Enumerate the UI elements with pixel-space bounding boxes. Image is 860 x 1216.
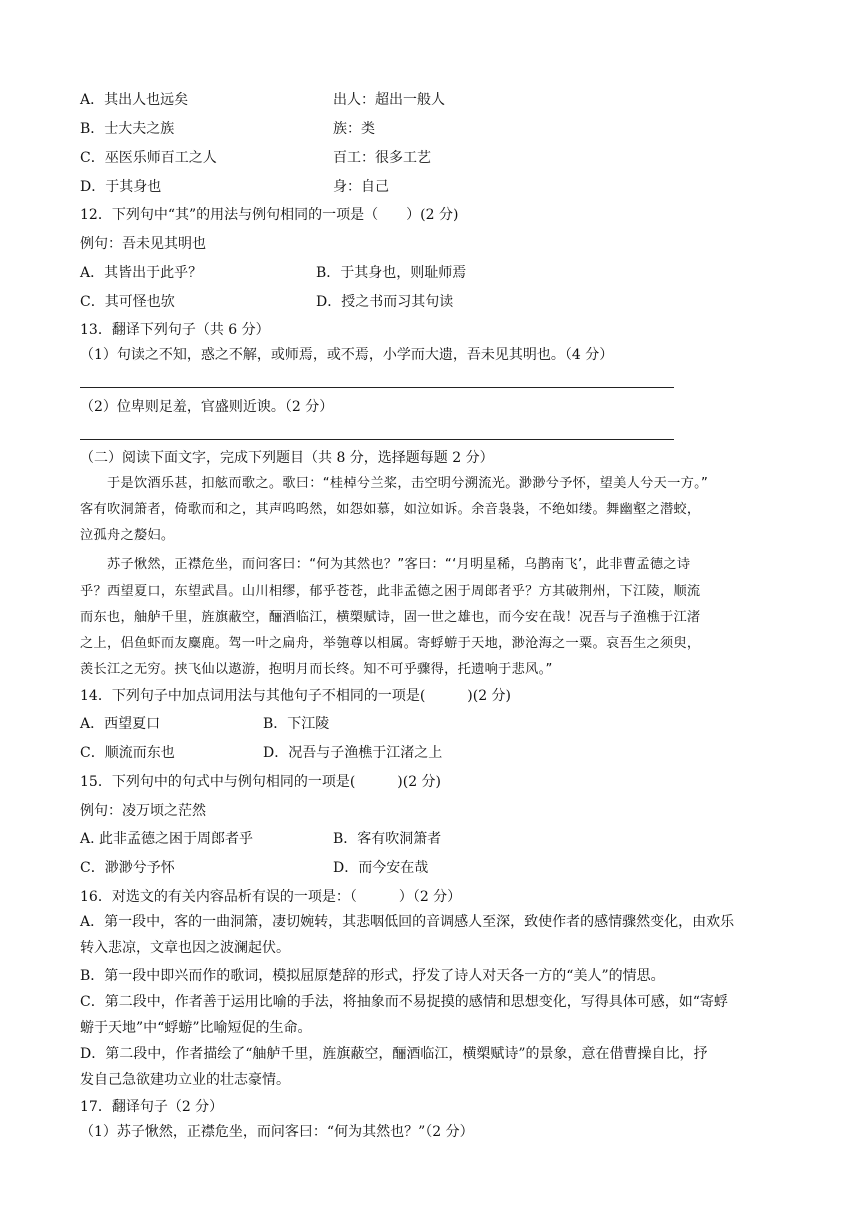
q16-option-a-line2: 转入悲凉，文章也因之波澜起伏。 [80,940,290,956]
q14-stem: 14．下列句子中加点词用法与其他句子不相同的一项是( )(2 分) [80,688,512,704]
q14-option-c: C．顺流而东也 [80,745,175,761]
q14-option-a: A．西望夏口 [80,716,161,732]
q17-stem: 17．翻译句子（2 分） [80,1099,224,1115]
q11-option-c: C．巫医乐师百工之人 [80,150,217,166]
q16-option-d-line2: 发自己急欲建功立业的壮志豪情。 [80,1072,290,1088]
q15-option-c: C．渺渺兮予怀 [80,860,175,876]
answer-line-2 [80,439,674,440]
passage-line: 泣孤舟之嫠妇。 [80,528,175,543]
q17-sentence-1: （1）苏子愀然，正襟危坐，而问客曰：“何为其然也？”（2 分） [80,1124,474,1140]
passage-line: 羡长江之无穷。挟飞仙以遨游，抱明月而长终。知不可乎骤得，托遗响于悲风。” [80,662,553,677]
q11-option-b: B．士大夫之族 [80,121,175,137]
q11-option-d: D．于其身也 [80,179,162,195]
answer-line-1 [80,387,674,388]
passage-line: 乎？西望夏口，东望武昌。山川相缪，郁乎苍苍，此非孟德之困于周郎者乎？方其破荆州，下江陵，顺流 [80,584,701,599]
q12-stem: 12．下列句中“其”的用法与例句相同的一项是（ ）(2 分) [80,207,459,223]
q13-sentence-1: （1）句读之不知，惑之不解，或师焉，或不焉，小学而大遗，吾未见其明也。（4 分） [80,347,614,363]
q12-option-b: B．于其身也，则耻师焉 [316,265,467,281]
q15-option-a: A. 此非孟德之困于周郎者乎 [80,831,254,847]
q12-example: 例句：吾未见其明也 [80,236,206,252]
q11-note-d: 身：自己 [333,179,389,195]
q14-option-d: D．况吾与子渔樵于江渚之上 [263,745,443,761]
q13-sentence-2: （2）位卑则足羞，官盛则近谀。（2 分） [80,399,334,415]
passage-line: 苏子愀然，正襟危坐，而问客曰：“何为其然也？”客曰：“‘月明星稀，乌鹊南飞’，此非曹孟德之诗 [80,557,691,572]
q15-example: 例句：凌万顷之茫然 [80,803,206,819]
q15-option-d: D．而今安在哉 [333,860,429,876]
passage-line: 之上，侣鱼虾而友麋鹿。驾一叶之扁舟，举匏尊以相属。寄蜉蝣于天地，渺沧海之一粟。哀吾生之须臾， [80,636,701,651]
q12-option-c: C．其可怪也欤 [80,294,175,310]
q11-note-c: 百工：很多工艺 [333,150,431,166]
q16-option-d-line1: D．第二段中，作者描绘了“舳舻千里，旌旗蔽空，酾酒临江，横槊赋诗”的景象，意在借曹操自比，抒 [80,1046,708,1062]
q16-option-c-line1: C．第二段中，作者善于运用比喻的手法，将抽象而不易捉摸的感情和思想变化，写得具体可感，如“寄蜉 [80,994,728,1010]
q15-stem: 15．下列句中的句式中与例句相同的一项是( )(2 分) [80,774,442,790]
q13-stem: 13．翻译下列句子（共 6 分） [80,322,270,338]
q11-note-b: 族：类 [333,121,375,137]
passage-line: 于是饮酒乐甚，扣舷而歌之。歌曰：“桂棹兮兰桨，击空明兮溯流光。渺渺兮予怀，望美人兮天一方。” [80,476,709,491]
q15-option-b: B．客有吹洞箫者 [333,831,442,847]
q16-option-a-line1: A．第一段中，客的一曲洞箫，凄切婉转，其悲咽低回的音调感人至深，致使作者的感情骤然变化，由欢乐 [80,914,735,930]
q16-option-c-line2: 蝣于天地”中“蜉蝣”比喻短促的生命。 [80,1020,312,1036]
passage-line: 而东也，舳舻千里，旌旗蔽空，酾酒临江，横槊赋诗，固一世之雄也，而今安在哉！况吾与子渔樵于江渚 [80,610,701,625]
q16-option-b: B．第一段中即兴而作的歌词，模拟屈原楚辞的形式，抒发了诗人对天各一方的“美人”的情思。 [80,968,665,984]
q12-option-d: D．授之书而习其句读 [316,294,454,310]
q16-stem: 16．对选文的有关内容品析有误的一项是：（ ）（2 分） [80,889,462,905]
section2-heading: （二）阅读下面文字，完成下列题目（共 8 分，选择题每题 2 分） [80,450,494,466]
q12-option-a: A．其皆出于此乎？ [80,265,203,281]
q11-note-a: 出人：超出一般人 [333,92,445,108]
q14-option-b: B．下江陵 [263,716,330,732]
passage-line: 客有吹洞箫者，倚歌而和之，其声呜呜然，如怨如慕，如泣如诉。余音袅袅，不绝如缕。舞幽壑之潜蛟， [80,502,701,517]
q11-option-a: A．其出人也远矣 [80,92,189,108]
